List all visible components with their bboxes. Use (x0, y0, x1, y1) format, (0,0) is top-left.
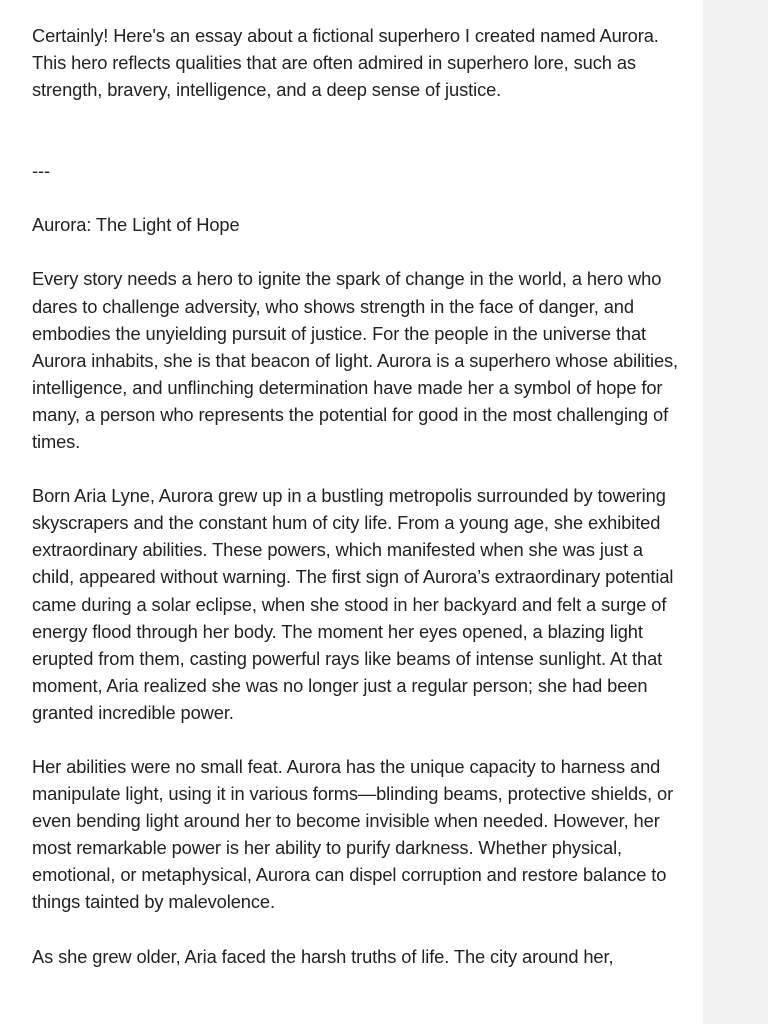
spacer (32, 455, 683, 482)
spacer (32, 238, 683, 265)
spacer (32, 916, 683, 943)
paragraph-3: Her abilities were no small feat. Aurora has the unique capacity to harness and manipulate light, using it in various forms—blinding beams, protective shields, or even bending light around her to become invisible when needed. However, her most remarkable power is her ability to purify darkness. Whether physical, emotional, or metaphysical, Aurora can dispel corruption and restore balance to things tainted by malevolence. (32, 755, 674, 913)
paragraph-1: Every story needs a hero to ignite the spark of change in the world, a hero who dares to challenge adversity, who shows strength in the face of danger, and embodies the unyielding pursuit of justice. For the people in the universe that Aurora inhabits, she is that beacon of light. Aurora is a superhero whose abilities, intelligence, and unflinching determination have made her a symbol of hope for many, a person who represents the potential for good in the most challenging of times. (32, 268, 679, 453)
spacer (32, 726, 683, 753)
paragraph-2: Born Aria Lyne, Aurora grew up in a bustling metropolis surrounded by towering skyscrapers and the constant hum of city life. From a young age, she exhibited extraordinary abilities. These powers, which manifested when she was just a child, appeared without warning. The first sign of Aurora’s extraordinary potential came during a solar eclipse, when she stood in her backyard and felt a surge of energy flood through her body. The moment her eyes opened, a blazing light erupted from them, casting powerful rays like beams of intense sunlight. At that moment, Aria realized she was no longer just a regular person; she had been granted incredible power. (32, 485, 674, 723)
intro-paragraph: Certainly! Here's an essay about a fictional superhero I created named Aurora. This hero reflects qualities that are often admired in superhero lore, such as strength, bravery, intelligence, and a deep sense of justice. (32, 25, 659, 101)
spacer (32, 184, 683, 211)
section-separator: --- (32, 160, 50, 182)
essay-title: Aurora: The Light of Hope (32, 214, 240, 236)
spacer (32, 103, 683, 157)
paragraph-4: As she grew older, Aria faced the harsh truths of life. The city around her, (32, 945, 614, 967)
